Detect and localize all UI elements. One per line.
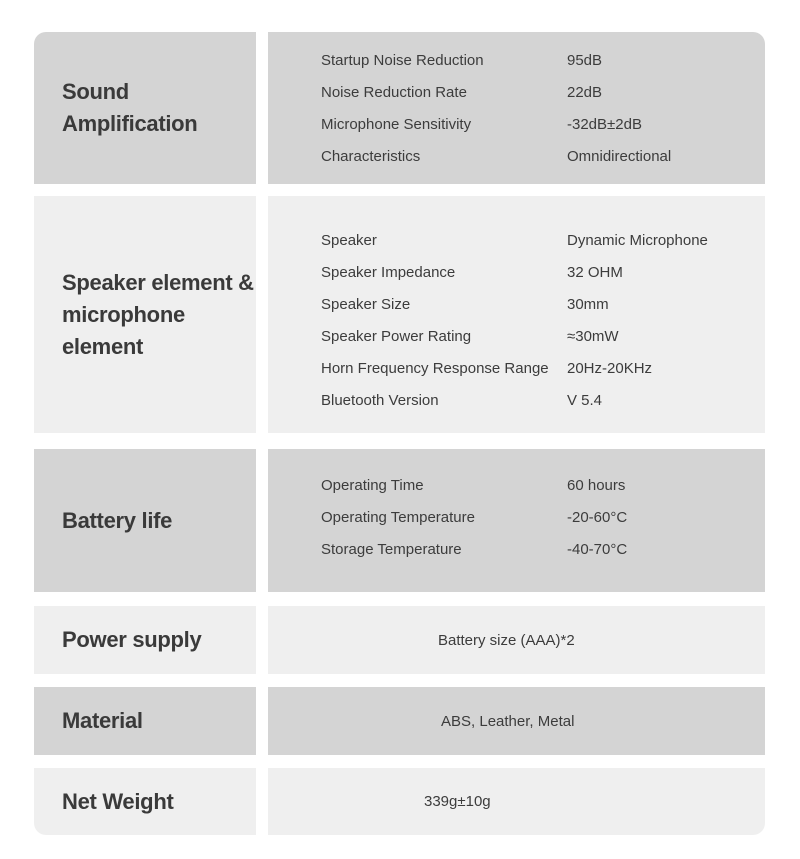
spec-value: 20Hz-20KHz bbox=[567, 359, 653, 377]
spec-value: 95dB bbox=[567, 51, 603, 69]
row-label-line: Speaker element & bbox=[62, 269, 254, 295]
row-label-cell bbox=[34, 196, 256, 433]
row-label: Material bbox=[62, 708, 143, 733]
row-value-cell bbox=[268, 32, 765, 184]
spec-key: Horn Frequency Response Range bbox=[321, 359, 549, 377]
spec-key: Characteristics bbox=[321, 147, 421, 165]
spec-key: Operating Temperature bbox=[321, 508, 475, 526]
row-label: Net Weight bbox=[62, 788, 174, 814]
row-value-cell bbox=[268, 687, 765, 755]
spec-key: Bluetooth Version bbox=[321, 391, 439, 409]
spec-value: 60 hours bbox=[567, 476, 626, 494]
spec-value: ≈30mW bbox=[567, 327, 619, 345]
row-value-cell bbox=[268, 449, 765, 592]
spec-item bbox=[321, 140, 765, 172]
spec-item bbox=[321, 44, 765, 76]
row-label: Power supply bbox=[62, 627, 202, 652]
spec-value: 339g±10g bbox=[424, 793, 491, 810]
spec-item bbox=[321, 320, 765, 352]
spec-item bbox=[321, 533, 765, 565]
spec-item bbox=[321, 288, 765, 320]
spec-value: 30mm bbox=[567, 295, 609, 313]
spec-row-sound-amplification bbox=[34, 32, 765, 184]
spec-value: -20-60°C bbox=[567, 508, 628, 526]
spec-value: ABS, Leather, Metal bbox=[441, 712, 575, 730]
row-label-cell bbox=[34, 768, 256, 835]
spec-key: Microphone Sensitivity bbox=[321, 115, 472, 133]
row-label bbox=[62, 267, 256, 363]
row-value-cell bbox=[268, 768, 765, 835]
spec-value: 32 OHM bbox=[567, 263, 623, 281]
spec-table bbox=[34, 32, 765, 835]
spec-key: Speaker Power Rating bbox=[321, 327, 472, 345]
row-label-line: microphone element bbox=[62, 301, 185, 359]
spec-item bbox=[321, 352, 765, 384]
row-label-cell bbox=[34, 687, 256, 755]
row-label-cell bbox=[34, 32, 256, 184]
spec-row-speaker-microphone bbox=[34, 196, 765, 433]
spec-key: Operating Time bbox=[321, 476, 424, 494]
spec-key: Noise Reduction Rate bbox=[321, 83, 467, 101]
spec-value: 22dB bbox=[567, 83, 603, 101]
spec-value: Dynamic Microphone bbox=[567, 231, 708, 249]
spec-value: Battery size (AAA)*2 bbox=[438, 631, 575, 649]
spec-value: -40-70°C bbox=[567, 540, 628, 558]
spec-key: Speaker bbox=[321, 231, 377, 249]
row-label-cell bbox=[34, 606, 256, 674]
spec-key: Speaker Impedance bbox=[321, 263, 456, 281]
spec-value: Omnidirectional bbox=[567, 147, 672, 165]
spec-item bbox=[321, 384, 765, 416]
spec-item bbox=[321, 108, 765, 140]
spec-item bbox=[321, 256, 765, 288]
row-label: Battery life bbox=[62, 507, 173, 533]
spec-row-net-weight bbox=[34, 768, 765, 835]
row-value-cell bbox=[268, 606, 765, 674]
spec-row-battery-life bbox=[34, 449, 765, 592]
spec-value: -32dB±2dB bbox=[567, 115, 642, 133]
spec-item bbox=[321, 469, 765, 501]
spec-list bbox=[321, 224, 765, 416]
spec-item bbox=[321, 501, 765, 533]
row-label-cell bbox=[34, 449, 256, 592]
spec-item bbox=[321, 76, 765, 108]
spec-value: V 5.4 bbox=[567, 391, 603, 409]
spec-row-power-supply bbox=[34, 606, 765, 674]
spec-item bbox=[321, 224, 765, 256]
spec-key: Storage Temperature bbox=[321, 540, 462, 558]
row-value-cell bbox=[268, 196, 765, 433]
spec-row-material bbox=[34, 687, 765, 755]
spec-list bbox=[321, 469, 765, 565]
row-label: Sound Amplification bbox=[62, 79, 198, 136]
spec-key: Speaker Size bbox=[321, 295, 411, 313]
spec-key: Startup Noise Reduction bbox=[321, 51, 484, 69]
spec-list bbox=[321, 44, 765, 172]
